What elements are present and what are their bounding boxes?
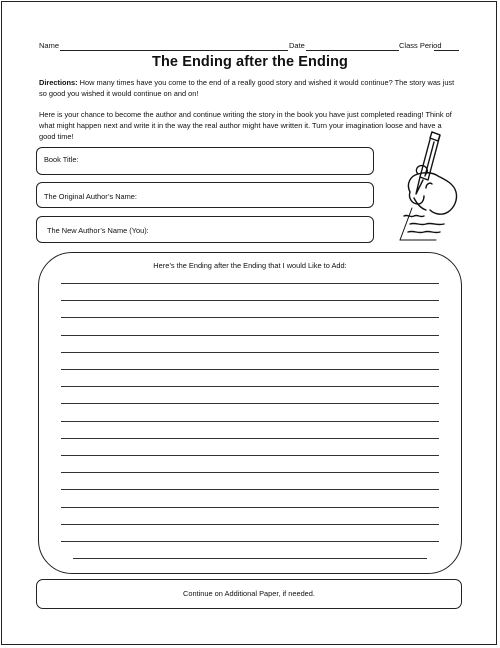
original-author-field[interactable] xyxy=(36,182,374,208)
book-title-field[interactable] xyxy=(36,147,374,175)
writing-line[interactable] xyxy=(61,283,439,284)
name-label: Name xyxy=(39,41,60,50)
class-period-field[interactable] xyxy=(434,50,459,51)
writing-line[interactable] xyxy=(61,300,439,301)
page-title: The Ending after the Ending xyxy=(151,54,349,70)
writing-line[interactable] xyxy=(61,438,439,439)
writing-line[interactable] xyxy=(61,403,439,404)
footer-note-box xyxy=(36,579,462,609)
writing-line[interactable] xyxy=(61,386,439,387)
footer-note: Continue on Additional Paper, if needed. xyxy=(183,589,315,598)
directions-paragraph xyxy=(39,77,457,99)
name-field[interactable] xyxy=(60,50,288,51)
original-author-label: The Original Author’s Name: xyxy=(44,192,137,201)
directions-text: How many times have you come to the end of a really good story and wished it would continue? The story was just so good you wished it would continue on and on! xyxy=(39,78,455,98)
writing-line[interactable] xyxy=(61,472,439,473)
date-label: Date xyxy=(289,41,305,50)
hand-writing-with-pencil-icon xyxy=(396,128,468,246)
new-author-field[interactable] xyxy=(36,216,374,243)
intro-paragraph: Here is your chance to become the author and continue writing the story in the book you have just completed reading! Think of what might happen next and write it in the way the real author might have written it. Turn your imagination loose and have a good time! xyxy=(39,110,452,141)
writing-line[interactable] xyxy=(61,455,439,456)
header-row xyxy=(39,41,459,53)
writing-area-heading: Here’s the Ending after the Ending that I would Like to Add: xyxy=(153,261,347,270)
writing-line[interactable] xyxy=(61,524,439,525)
writing-line[interactable] xyxy=(61,541,439,542)
class-period-label: Class Period xyxy=(399,41,442,50)
writing-line[interactable] xyxy=(61,317,439,318)
new-author-label: The New Author’s Name (You): xyxy=(47,226,149,235)
writing-line[interactable] xyxy=(73,558,427,559)
writing-line[interactable] xyxy=(61,507,439,508)
directions-label: Directions: xyxy=(39,78,78,87)
date-field[interactable] xyxy=(306,50,399,51)
writing-line[interactable] xyxy=(61,335,439,336)
writing-line[interactable] xyxy=(61,421,439,422)
writing-line[interactable] xyxy=(61,369,439,370)
writing-line[interactable] xyxy=(61,352,439,353)
ending-writing-area[interactable] xyxy=(38,252,462,574)
book-title-label: Book Title: xyxy=(44,155,79,164)
writing-line[interactable] xyxy=(61,489,439,490)
